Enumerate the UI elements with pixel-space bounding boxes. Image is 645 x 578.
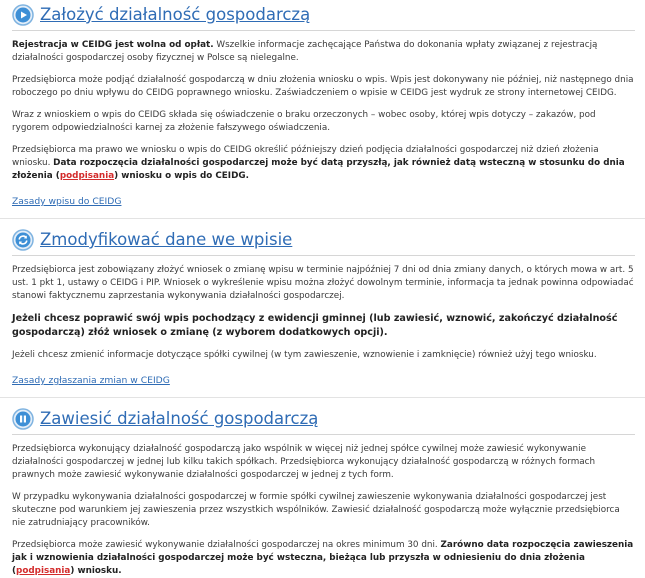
ceidg-change-rules-link[interactable]: Zasady zgłaszania zmian w CEIDG <box>12 375 170 386</box>
paragraph: Wraz z wnioskiem o wpis do CEIDG składa się oświadczenie o braku orzeczonych – wobec osoby, której wpis dotyczy – zakazów, pod rygorem odpowiedzialności karnej za złożenie fałszywego oświadczenia. <box>12 110 596 133</box>
section-title-link[interactable]: Zmodyfikować dane we wpisie <box>40 230 293 249</box>
signing-link[interactable]: podpisania <box>16 566 71 576</box>
bold-text: Zarówno data rozpoczęcia zawieszenia jak i wznowienia działalności gospodarczej może być wsteczna, bieżąca lub przyszła w odniesieniu do dnia złożenia ( <box>12 540 634 576</box>
bold-text: ) wniosku o wpis do CEIDG. <box>114 171 249 181</box>
paragraph <box>12 144 635 183</box>
divider <box>0 397 645 398</box>
pause-icon[interactable] <box>12 408 34 430</box>
section-suspend-business <box>0 408 645 578</box>
play-icon[interactable] <box>12 4 34 26</box>
text: Przedsiębiorca może zawiesić wykonywanie działalności gospodarczej na okres minimum 30 dni. <box>12 540 441 550</box>
paragraph <box>12 539 635 578</box>
section-modify-entry <box>0 229 645 387</box>
paragraph: Przedsiębiorca może podjąć działalność gospodarczą w dniu złożenia wniosku o wpis. Wpis jest dokonywany nie później, niż następnego dnia roboczego po dniu wpływu do CEIDG poprawnego wniosku. Zaświadczeniem o wpisie w CEIDG jest wydruk ze strony internetowej CEIDG. <box>12 75 634 98</box>
paragraph: Przedsiębiorca jest zobowiązany złożyć wniosek o zmianę wpisu w terminie najpóźniej 7 dni od dnia zmiany danych, o których mowa w art. 5 ust. 1 pkt 1, ustawy o CEIDG i PIP. Wniosek o wykreślenie wpisu można złożyć dowolnym terminie, informacja ta jednak powinna odpowiadać stanowi faktycznemu zaprzestania wykonywania działalności gospodarczej. <box>12 265 634 301</box>
paragraph: Jeżeli chcesz zmienić informacje dotyczące spółki cywilnej (w tym zawieszenie, wznowienie i zamknięcie) również użyj tego wniosku. <box>12 350 597 360</box>
section-register-business <box>0 0 645 208</box>
section-title-link[interactable]: Zawiesić działalność gospodarczą <box>40 409 319 428</box>
link-row <box>12 192 635 208</box>
paragraph-bold: Jeżeli chcesz poprawić swój wpis pochodzący z ewidencji gminnej (lub zawiesić, wznowić, zakończyć działalność gospodarczą) złóż wniosek o zmianę (z wyborem dodatkowych opcji). <box>12 313 618 338</box>
refresh-icon[interactable] <box>12 229 34 251</box>
section-header <box>12 229 635 256</box>
bold-text: ) wniosku. <box>70 566 122 576</box>
paragraph: W przypadku wykonywania działalności gospodarczej w formie spółki cywilnej zawieszenie wykonywania działalności gospodarczej jest skuteczne pod warunkiem jej zawieszenia przez wszystkich wspólników. Zawiesić działalność gospodarczą może wyłącznie przedsiębiorca nie zatrudniający pracowników. <box>12 492 620 528</box>
section-header <box>12 408 635 435</box>
paragraph <box>12 39 635 65</box>
divider <box>0 218 645 219</box>
text: Przedsiębiorca ma prawo we wniosku o wpis do CEIDG określić późniejszy dzień podjęcia działalności gospodarczej niż dzień złożenia wniosku. <box>12 145 599 168</box>
link-row <box>12 371 635 387</box>
bold-text: Data rozpoczęcia działalności gospodarczej może być datą przyszłą, jak również datą wsteczną w stosunku do dnia złożenia ( <box>12 158 625 181</box>
signing-link[interactable]: podpisania <box>59 171 115 181</box>
ceidg-registration-rules-link[interactable]: Zasady wpisu do CEIDG <box>12 196 122 207</box>
bold-text: Rejestracja w CEIDG jest wolna od opłat. <box>12 40 214 50</box>
paragraph: Przedsiębiorca wykonujący działalność gospodarczą jako wspólnik w więcej niż jednej spółce cywilnej może zawiesić wykonywanie działalności gospodarczej w jednej lub kilku takich spółkach. Przedsiębiorca wykonujący działalność gospodarczą w różnych formach prawnych może zawiesić wykonywanie działalności gospodarczej w jednej z tych form. <box>12 444 596 480</box>
section-header <box>12 4 635 31</box>
section-title-link[interactable]: Założyć działalność gospodarczą <box>40 5 311 24</box>
text: Wszelkie informacje zachęcające Państwa do dokonania wpłaty związanej z rejestracją działalności gospodarczej osoby fizycznej w Polsce są nielegalne. <box>12 40 598 63</box>
